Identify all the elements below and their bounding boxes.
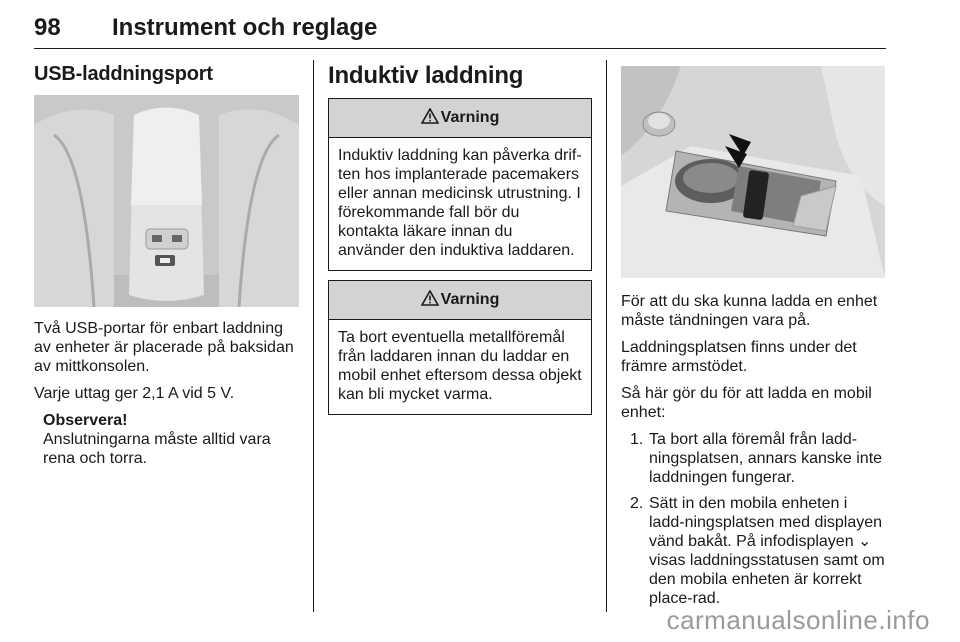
column-divider-right xyxy=(606,60,607,612)
ignition-requirement: För att du ska kunna ladda en enhet måste tändningen vara på. xyxy=(621,293,878,329)
warning-text: Ta bort eventuella metallföremål från laddaren innan du laddar en mobil enhet eftersom dessa objekt kan bli mycket varma. xyxy=(338,329,582,403)
usb-rating: Varje uttag ger 2,1 A vid 5 V. xyxy=(34,385,235,402)
column-divider-left xyxy=(313,60,314,612)
warning-heading: Varning xyxy=(440,291,500,308)
usb-description: Två USB-portar för enbart laddning av enheter är placerade på baksidan av mittkonsolen. xyxy=(34,320,294,375)
charging-steps xyxy=(621,430,886,608)
warning-header xyxy=(329,99,591,138)
usb-note-text: Anslutningarna måste alltid vara rena och torra. xyxy=(43,431,271,467)
chapter-title: Instrument och reglage xyxy=(112,14,378,41)
usb-section-title: USB-laddningsport xyxy=(34,63,213,85)
charging-instructions xyxy=(621,60,886,615)
step-number: 1. xyxy=(630,431,644,448)
step-text: Ta bort alla föremål från ladd-ningsplatsen, annars kanske inte laddningen fungerar. xyxy=(649,431,883,486)
inductive-section-title: Induktiv laddning xyxy=(328,62,524,89)
step-number: 2. xyxy=(630,495,644,512)
list-item xyxy=(621,494,886,608)
page-number: 98 xyxy=(34,14,61,41)
charging-intro: Så här gör du för att ladda en mobil enhet: xyxy=(621,385,872,421)
warning-triangle-icon xyxy=(421,290,439,311)
warning-header xyxy=(329,281,591,320)
step-text: Sätt in den mobila enheten i ladd-ningsplatsen med displayen vänd bakåt. På infodisplayen ⌄ visas laddningsstatusen samt om den mobila enheten är korrekt place-rad. xyxy=(649,495,885,607)
usb-section xyxy=(34,60,299,468)
usb-note xyxy=(43,411,299,468)
inductive-charging-section xyxy=(328,60,592,415)
warning-box-metal xyxy=(328,280,592,415)
watermark: carmanualsonline.info xyxy=(666,605,930,635)
warning-triangle-icon xyxy=(421,108,439,129)
header-rule xyxy=(34,48,886,49)
warning-box-pacemaker xyxy=(328,98,592,271)
warning-text: Induktiv laddning kan påverka drif-ten hos implanterade pacemakers eller annan medicinsk utrustning. I förekommande fall bör du kontakta läkare innan du använder den induktiva laddaren. xyxy=(338,147,582,259)
usb-note-heading: Observera! xyxy=(43,412,128,429)
charging-location: Laddningsplatsen finns under det främre armstödet. xyxy=(621,339,857,375)
console-rear-usb-photo xyxy=(34,95,299,307)
charging-tray-photo xyxy=(621,66,885,278)
warning-heading: Varning xyxy=(440,109,500,126)
list-item xyxy=(621,430,886,487)
page-header xyxy=(34,10,886,50)
